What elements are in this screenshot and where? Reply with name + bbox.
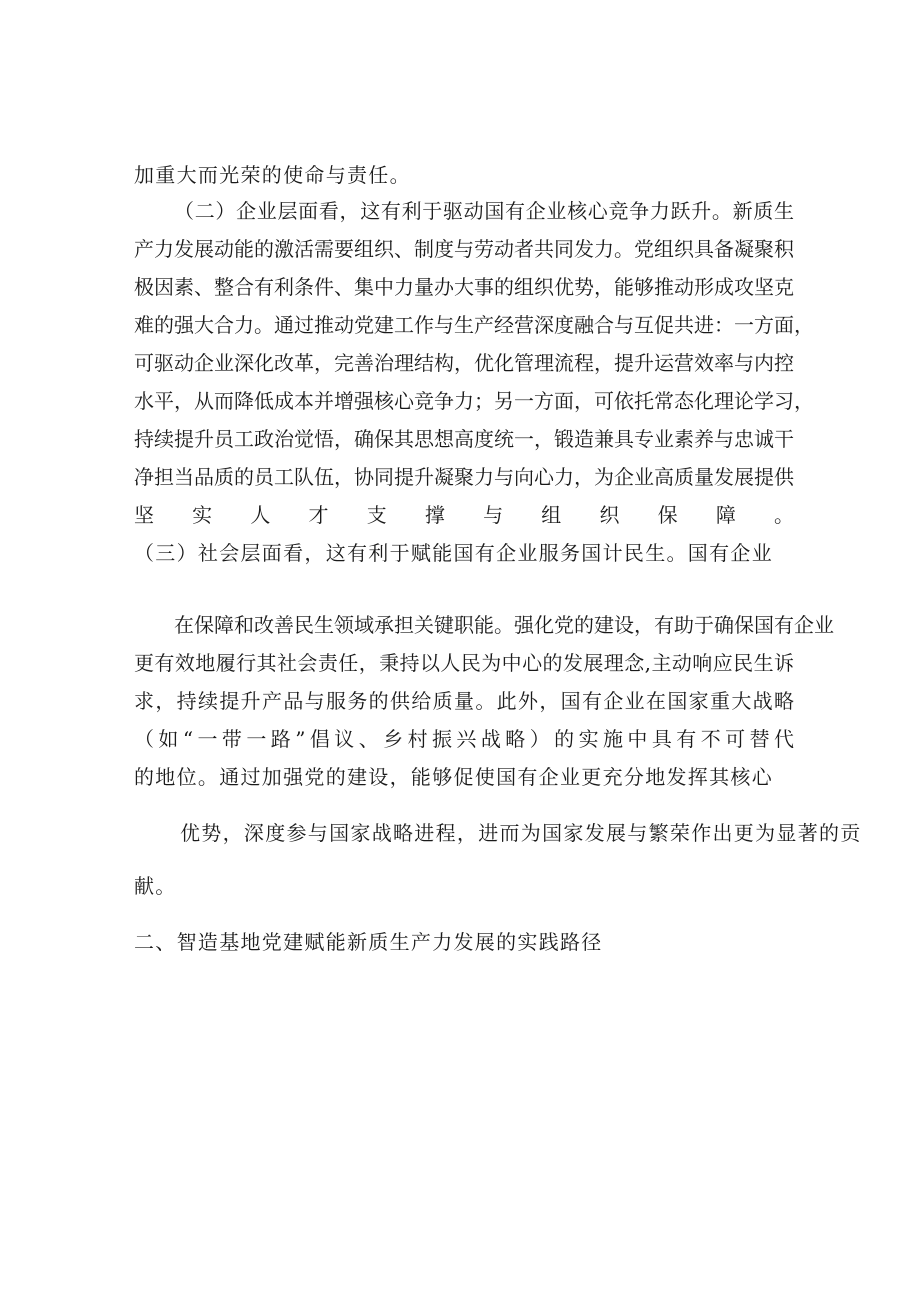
text-line: 产力发展动能的激活需要组织、制度与劳动者共同发力。党组织具备凝聚积 <box>134 237 794 261</box>
text-line: 水平，从而降低成本并增强核心竞争力；另一方面，可依托常态化理论学习， <box>134 389 814 413</box>
text-line: 极因素、整合有利条件、集中力量办大事的组织优势，能够推动形成攻坚克 <box>134 275 794 299</box>
text-line: 优势，深度参与国家战略进程，进而为国家发展与繁荣作出更为显著的贡 <box>180 821 862 845</box>
text-line: （如“一带一路”倡议、乡村振兴战略）的实施中具有不可替代 <box>134 727 794 751</box>
text-line: 求，持续提升产品与服务的供给质量。此外，国有企业在国家重大战略 <box>134 689 794 713</box>
paragraph-2-first-line: （二）企业层面看，这有利于驱动国有企业核心竞争力跃升。新质生 <box>174 199 794 223</box>
paragraph-3-first-line: 在保障和改善民生领域承担关键职能。强化党的建设，有助于确保国有企业 <box>174 613 834 637</box>
text-line: 二、智造基地党建赋能新质生产力发展的实践路径 <box>134 930 603 954</box>
text-line: 更有效地履行其社会责任，秉持以人民为中心的发展理念,主动响应民生诉 <box>134 651 794 675</box>
text-line: 净担当品质的员工队伍，协同提升凝聚力与向心力，为企业高质量发展提供 <box>134 465 794 489</box>
text-line: 坚实人才支撑与组织保障。 <box>134 503 794 527</box>
text-line: 加重大而光荣的使命与责任。 <box>134 163 411 187</box>
text-line: 可驱动企业深化改革，完善治理结构，优化管理流程，提升运营效率与内控 <box>134 351 794 375</box>
text-line: 献。 <box>134 874 177 898</box>
text-line: 难的强大合力。通过推动党建工作与生产经营深度融合与互促共进：一方面， <box>134 313 814 337</box>
text-line: 持续提升员工政治觉悟，确保其思想高度统一，锻造兼具专业素养与忠诚干 <box>134 427 794 451</box>
text-line: 的地位。通过加强党的建设，能够促使国有企业更充分地发挥其核心 <box>134 765 773 789</box>
text-line: （三）社会层面看，这有利于赋能国有企业服务国计民生。国有企业 <box>134 541 773 565</box>
